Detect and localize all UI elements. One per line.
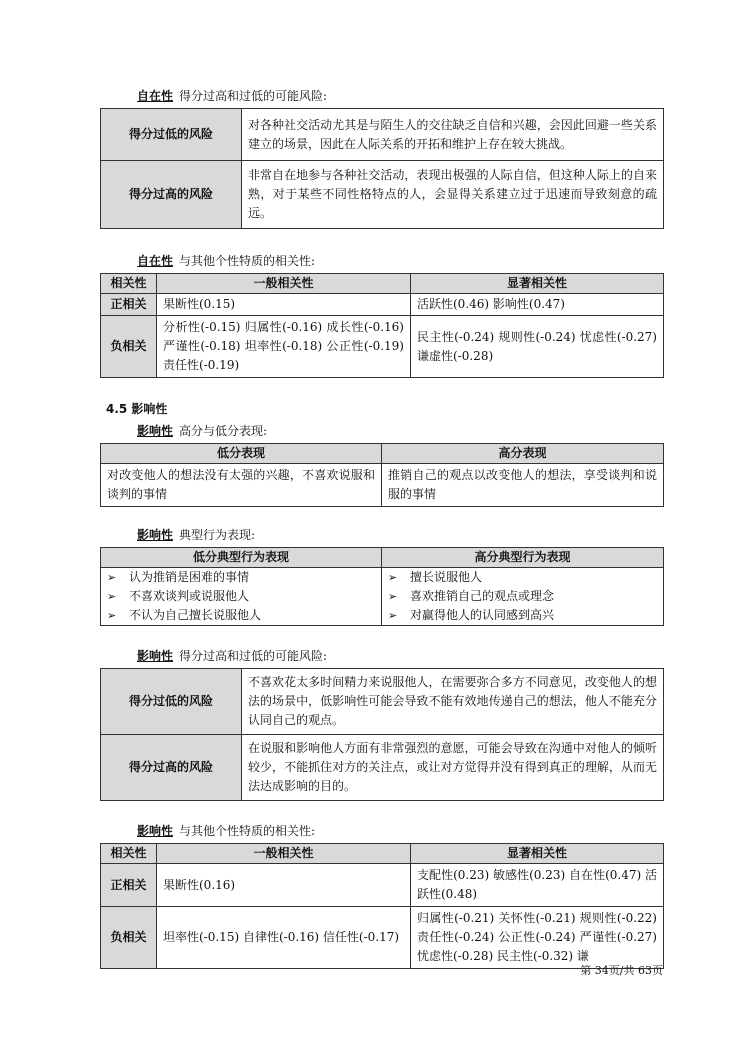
highlow-table-yingxiang xyxy=(100,443,664,507)
significant-cell: 归属性(-0.21) 关怀性(-0.21) 规则性(-0.22) 责任性(-0.24) 公正性(-0.24) 严谨性(-0.27) 忧虑性(-0.28) 民主性(-0.32) 谦 xyxy=(411,907,664,969)
significant-cell: 活跃性(0.46) 影响性(0.47) xyxy=(411,294,664,316)
risk-table-zizai xyxy=(100,108,664,229)
correlation-table-yingxiang xyxy=(100,843,664,969)
caption-keyword: 影响性 xyxy=(137,424,174,438)
list-item: ➢ 不认为自己擅长说服他人 xyxy=(101,606,381,625)
table-row xyxy=(101,161,664,229)
header-cell: 相关性 xyxy=(101,844,157,864)
table-row xyxy=(101,568,664,626)
header-cell: 高分表现 xyxy=(382,444,664,464)
table-row xyxy=(101,669,664,735)
section-title: 4.5 影响性 xyxy=(106,402,168,416)
significant-cell: 民主性(-0.24) 规则性(-0.24) 忧虑性(-0.27) 谦虚性(-0.28) xyxy=(411,316,664,378)
general-cell: 分析性(-0.15) 归属性(-0.16) 成长性(-0.16) 严谨性(-0.18) 坦率性(-0.18) 公正性(-0.19) 责任性(-0.19) xyxy=(157,316,411,378)
arrow-bullet-icon: ➢ xyxy=(388,609,398,622)
header-cell: 显著相关性 xyxy=(411,274,664,294)
caption-text: 与其他个性特质的相关性: xyxy=(179,824,316,838)
header-cell: 低分典型行为表现 xyxy=(101,548,382,568)
header-cell: 显著相关性 xyxy=(411,844,664,864)
caption-keyword: 自在性 xyxy=(137,89,174,103)
caption-highlow-yingxiang xyxy=(137,423,664,439)
arrow-bullet-icon: ➢ xyxy=(388,590,398,603)
row-label: 得分过低的风险 xyxy=(101,669,242,735)
caption-risk-zizai xyxy=(137,88,664,104)
header-cell: 一般相关性 xyxy=(157,844,411,864)
row-label: 正相关 xyxy=(101,294,157,316)
high-behavior-list xyxy=(382,568,663,625)
table-row xyxy=(101,464,664,507)
caption-keyword: 影响性 xyxy=(137,824,174,838)
caption-text: 典型行为表现: xyxy=(179,528,256,542)
arrow-bullet-icon: ➢ xyxy=(107,590,117,603)
list-item: ➢ 擅长说服他人 xyxy=(382,568,663,587)
row-label: 得分过低的风险 xyxy=(101,109,242,161)
row-label: 负相关 xyxy=(101,907,157,969)
header-cell: 高分典型行为表现 xyxy=(382,548,664,568)
correlation-table-zizai xyxy=(100,273,664,378)
arrow-bullet-icon: ➢ xyxy=(107,609,117,622)
arrow-bullet-icon: ➢ xyxy=(388,571,398,584)
caption-text: 与其他个性特质的相关性: xyxy=(179,254,316,268)
high-cell: 推销自己的观点以改变他人的想法，享受谈判和说服的事情 xyxy=(382,464,664,507)
caption-behavior-yingxiang xyxy=(137,527,664,543)
row-label: 得分过高的风险 xyxy=(101,735,242,801)
list-item: ➢ 喜欢推销自己的观点或理念 xyxy=(382,587,663,606)
low-behavior-cell xyxy=(101,568,382,626)
table-header-row xyxy=(101,274,664,294)
row-label: 负相关 xyxy=(101,316,157,378)
row-text: 不喜欢花太多时间精力来说服他人，在需要弥合多方不同意见，改变他人的想法的场景中，低影响性可能会导致不能有效地传递自己的想法，他人不能充分认同自己的观点。 xyxy=(242,669,664,735)
significant-cell: 支配性(0.23) 敏感性(0.23) 自在性(0.47) 活跃性(0.48) xyxy=(411,864,664,907)
header-cell: 低分表现 xyxy=(101,444,382,464)
table-row xyxy=(101,316,664,378)
table-header-row xyxy=(101,444,664,464)
table-row xyxy=(101,907,664,969)
low-cell: 对改变他人的想法没有太强的兴趣，不喜欢说服和谈判的事情 xyxy=(101,464,382,507)
caption-keyword: 自在性 xyxy=(137,254,174,268)
caption-corr-yingxiang xyxy=(137,823,664,839)
table-header-row xyxy=(101,548,664,568)
general-cell: 坦率性(-0.15) 自律性(-0.16) 信任性(-0.17) xyxy=(157,907,411,969)
general-cell: 果断性(0.15) xyxy=(157,294,411,316)
table-row xyxy=(101,735,664,801)
table-row xyxy=(101,864,664,907)
header-cell: 相关性 xyxy=(101,274,157,294)
low-behavior-list xyxy=(101,568,381,625)
risk-table-yingxiang xyxy=(100,668,664,801)
list-item: ➢ 不喜欢谈判或说服他人 xyxy=(101,587,381,606)
row-text: 在说服和影响他人方面有非常强烈的意愿，可能会导致在沟通中对他人的倾听较少，不能抓住对方的关注点，或让对方觉得并没有得到真正的理解，从而无法达成影响的目的。 xyxy=(242,735,664,801)
table-header-row xyxy=(101,844,664,864)
caption-keyword: 影响性 xyxy=(137,649,174,663)
document-page xyxy=(100,88,664,969)
table-row xyxy=(101,294,664,316)
list-item: ➢ 对赢得他人的认同感到高兴 xyxy=(382,606,663,625)
page-number: 第 34页/共 63页 xyxy=(580,964,663,977)
caption-text: 得分过高和过低的可能风险: xyxy=(179,649,328,663)
list-item: ➢ 认为推销是困难的事情 xyxy=(101,568,381,587)
row-label: 正相关 xyxy=(101,864,157,907)
caption-corr-zizai xyxy=(137,253,664,269)
general-cell: 果断性(0.16) xyxy=(157,864,411,907)
behavior-table-yingxiang xyxy=(100,547,664,626)
caption-risk-yingxiang xyxy=(137,648,664,664)
caption-text: 得分过高和过低的可能风险: xyxy=(179,89,328,103)
high-behavior-cell xyxy=(382,568,664,626)
header-cell: 一般相关性 xyxy=(157,274,411,294)
row-text: 非常自在地参与各种社交活动，表现出极强的人际自信，但这种人际上的自来熟，对于某些不同性格特点的人，会显得关系建立过于迅速而导致刻意的疏远。 xyxy=(242,161,664,229)
caption-keyword: 影响性 xyxy=(137,528,174,542)
row-label: 得分过高的风险 xyxy=(101,161,242,229)
table-row xyxy=(101,109,664,161)
caption-text: 高分与低分表现: xyxy=(179,424,268,438)
row-text: 对各种社交活动尤其是与陌生人的交往缺乏自信和兴趣，会因此回避一些关系建立的场景，因此在人际关系的开拓和维护上存在较大挑战。 xyxy=(242,109,664,161)
arrow-bullet-icon: ➢ xyxy=(107,571,117,584)
